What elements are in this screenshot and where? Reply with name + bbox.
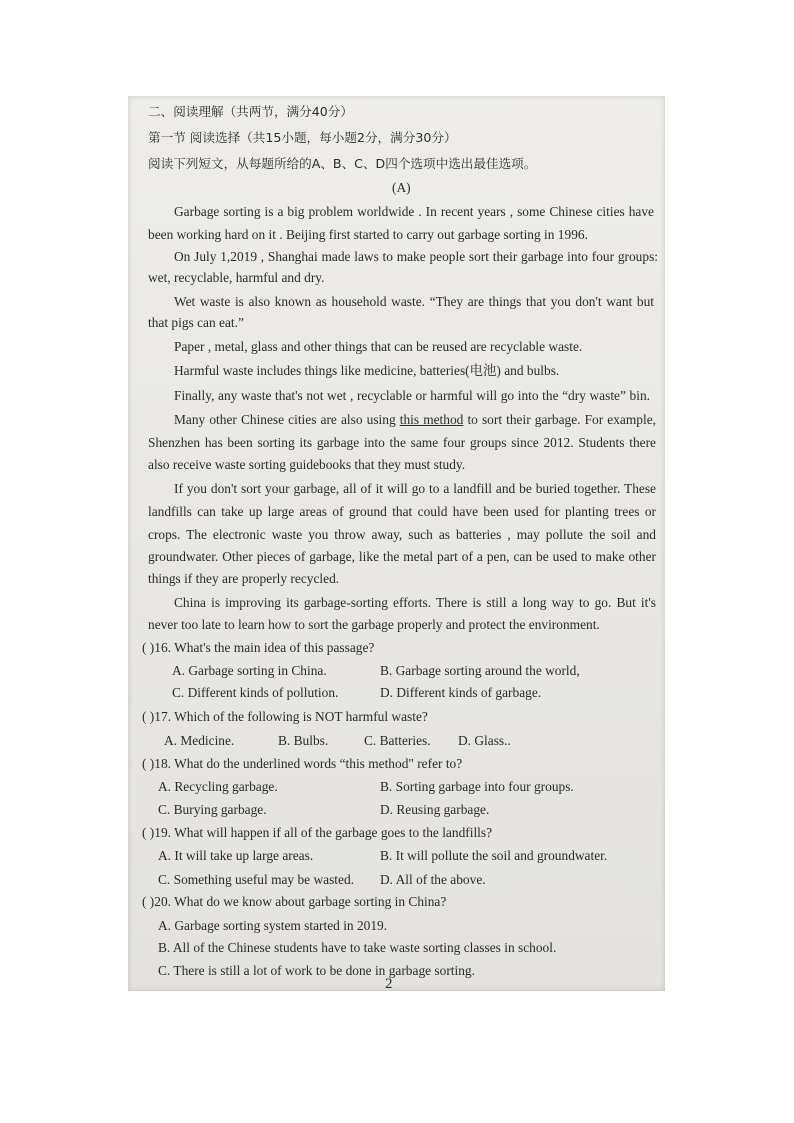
passage-line: also receive waste sorting guidebooks that they must study. bbox=[148, 457, 466, 472]
question-stem: ( )20. What do we know about garbage sorting in China? bbox=[142, 894, 447, 909]
passage-line: Shenzhen has been sorting its garbage into the same four groups since 2012. Students there bbox=[148, 435, 656, 450]
option-b: B. Garbage sorting around the world, bbox=[380, 663, 580, 678]
passage-line: Garbage sorting is a big problem worldwide . In recent years , some Chinese cities have bbox=[174, 204, 654, 219]
passage-line: never too late to learn how to sort the garbage properly and protect the environment. bbox=[148, 617, 600, 632]
passage-line: Many other Chinese cities are also using this method to sort their garbage. For example, bbox=[174, 412, 656, 427]
passage-label: (A) bbox=[392, 180, 411, 195]
passage-line: Finally, any waste that's not wet , recyclable or harmful will go into the “dry waste” bin. bbox=[174, 388, 650, 403]
option-c: C. Burying garbage. bbox=[158, 802, 267, 817]
passage-line: been working hard on it . Beijing first started to carry out garbage sorting in 1996. bbox=[148, 227, 588, 242]
passage-line: Harmful waste includes things like medicine, batteries(电池) and bulbs. bbox=[174, 363, 560, 378]
passage-line: that pigs can eat.” bbox=[148, 315, 244, 330]
question-stem: ( )17. Which of the following is NOT harmful waste? bbox=[142, 709, 428, 724]
option-c: C. Batteries. bbox=[364, 733, 431, 748]
question-stem: ( )19. What will happen if all of the garbage goes to the landfills? bbox=[142, 825, 493, 840]
scanned-exam-page bbox=[128, 96, 665, 991]
passage-line: China is improving its garbage-sorting efforts. There is still a long way to go. But it's bbox=[174, 595, 656, 610]
passage-line: crops. The electronic waste you throw away, such as batteries , may pollute the soil and bbox=[148, 527, 656, 542]
passage-line: groundwater. Other pieces of garbage, like the metal part of a pen, can be used to make other bbox=[148, 549, 656, 564]
option-d: D. Glass.. bbox=[458, 733, 511, 748]
passage-line: landfills can take up large areas of ground that could have been used for planting trees or bbox=[148, 504, 656, 519]
option-b: B. It will pollute the soil and groundwater. bbox=[380, 848, 608, 863]
passage-line: If you don't sort your garbage, all of it will go to a landfill and be buried together. These bbox=[174, 481, 656, 496]
underlined-phrase: this method bbox=[399, 412, 464, 427]
option-c: C. Different kinds of pollution. bbox=[172, 685, 339, 700]
option-a: A. Medicine. bbox=[164, 733, 235, 748]
question-stem: ( )18. What do the underlined words “this method" refer to? bbox=[142, 756, 463, 771]
option-c: C. Something useful may be wasted. bbox=[158, 872, 354, 887]
passage-line: Wet waste is also known as household waste. “They are things that you don't want but bbox=[174, 294, 654, 309]
passage-line: Paper , metal, glass and other things that can be reused are recyclable waste. bbox=[174, 339, 583, 354]
passage-line: wet, recyclable, harmful and dry. bbox=[148, 270, 325, 285]
part-heading: 第一节 阅读选择（共15小题，每小题2分，满分30分） bbox=[148, 130, 457, 145]
option-d: D. Different kinds of garbage. bbox=[380, 685, 542, 700]
option-c: C. There is still a lot of work to be done in garbage sorting. bbox=[158, 963, 475, 978]
question-stem: ( )16. What's the main idea of this passage? bbox=[142, 640, 375, 655]
option-a: A. Recycling garbage. bbox=[158, 779, 278, 794]
option-d: D. Reusing garbage. bbox=[380, 802, 490, 817]
option-a: A. Garbage sorting in China. bbox=[172, 663, 327, 678]
page-number: 2 bbox=[385, 976, 393, 992]
passage-line: things if they are properly recycled. bbox=[148, 571, 340, 586]
option-a: A. Garbage sorting system started in 2019. bbox=[158, 918, 388, 933]
option-b: B. Sorting garbage into four groups. bbox=[380, 779, 574, 794]
instruction: 阅读下列短文，从每题所给的A、B、C、D四个选项中选出最佳选项。 bbox=[148, 156, 537, 171]
option-d: D. All of the above. bbox=[380, 872, 486, 887]
passage-line: On July 1,2019 , Shanghai made laws to make people sort their garbage into four groups: bbox=[174, 249, 658, 264]
option-b: B. All of the Chinese students have to take waste sorting classes in school. bbox=[158, 940, 557, 955]
option-a: A. It will take up large areas. bbox=[158, 848, 314, 863]
option-b: B. Bulbs. bbox=[278, 733, 329, 748]
section-heading: 二、阅读理解（共两节，满分40分） bbox=[148, 104, 353, 119]
